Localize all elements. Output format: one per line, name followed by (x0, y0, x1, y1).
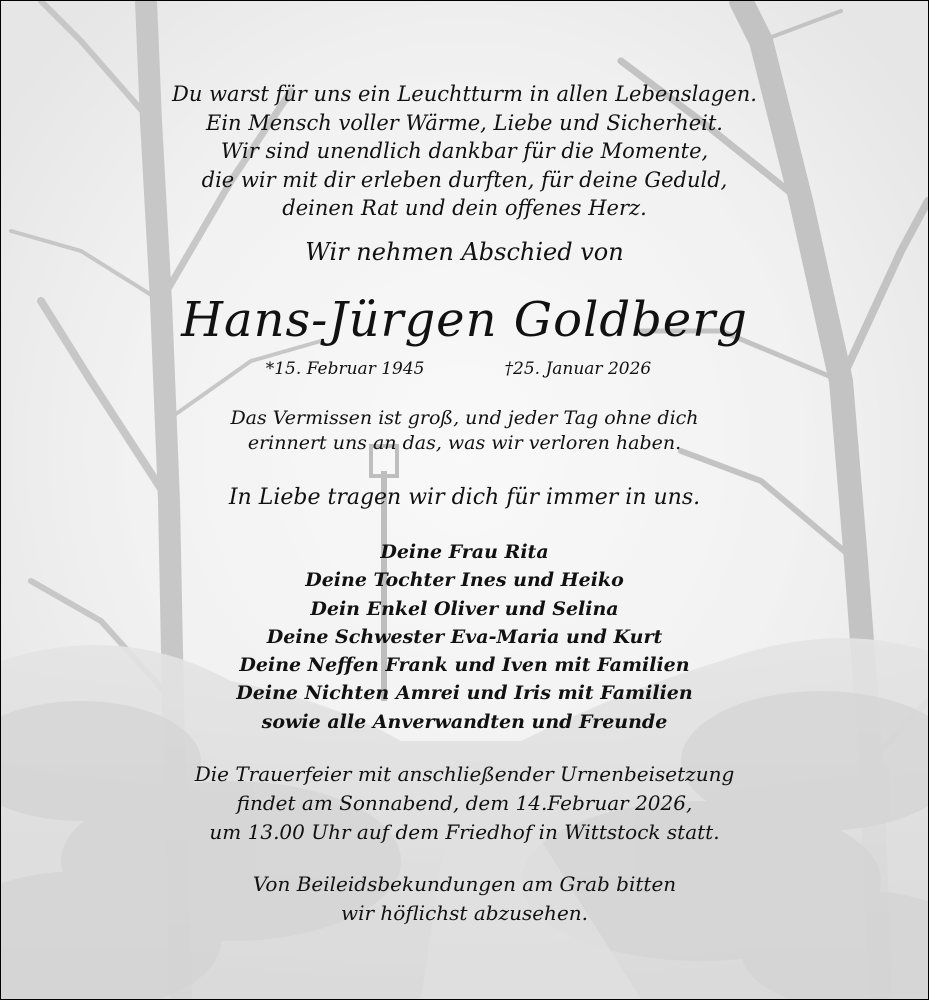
intro-line: Wir sind unendlich dankbar für die Momente, (220, 139, 709, 163)
mourners-list (1, 538, 928, 736)
intro-line: die wir mit dir erleben durften, für deine Geduld, (201, 167, 728, 192)
ceremony-line: um 13.00 Uhr auf dem Friedhof in Wittstock statt. (209, 820, 720, 844)
love-line: In Liebe tragen wir dich für immer in uns. (228, 485, 701, 510)
farewell-heading: Wir nehmen Abschied von (305, 238, 624, 266)
quote-line: erinnert uns an das, was wir verloren haben. (247, 432, 682, 454)
ceremony-line: Die Trauerfeier mit anschließender Urnenbeisetzung (194, 762, 735, 786)
quote-line: Das Vermissen ist groß, und jeder Tag ohne dich (230, 407, 699, 429)
condolence-note (1, 870, 928, 928)
birth-date: *15. Februar 1945 (265, 359, 425, 379)
mourner-line: sowie alle Anverwandten und Freunde (261, 710, 668, 733)
mourner-line: Dein Enkel Oliver und Selina (310, 597, 619, 620)
condolence-line: Von Beileidsbekundungen am Grab bitten (252, 872, 677, 896)
mourner-line: Deine Neffen Frank und Iven mit Familien (239, 654, 690, 677)
memorial-quote (1, 406, 928, 456)
ceremony-info (1, 760, 928, 847)
deceased-name: Hans-Jürgen Goldberg (181, 292, 748, 348)
ceremony-line: findet am Sonnabend, dem 14.Februar 2026, (236, 791, 693, 815)
intro-line: Ein Mensch voller Wärme, Liebe und Sicherheit. (206, 110, 723, 135)
mourner-line: Deine Tochter Ines und Heiko (305, 569, 624, 592)
mourner-line: Deine Nichten Amrei und Iris mit Familien (236, 682, 693, 705)
intro-line: deinen Rat und dein offenes Herz. (282, 196, 647, 220)
intro-line: Du warst für uns ein Leuchtturm in allen Lebenslagen. (172, 82, 757, 106)
intro-text (1, 80, 928, 223)
mourner-line: Deine Frau Rita (380, 541, 549, 563)
life-dates (1, 357, 928, 381)
condolence-line: wir höflichst abzusehen. (340, 901, 589, 925)
death-date: †25. Januar 2026 (504, 359, 652, 379)
mourner-line: Deine Schwester Eva-Maria und Kurt (266, 625, 663, 648)
